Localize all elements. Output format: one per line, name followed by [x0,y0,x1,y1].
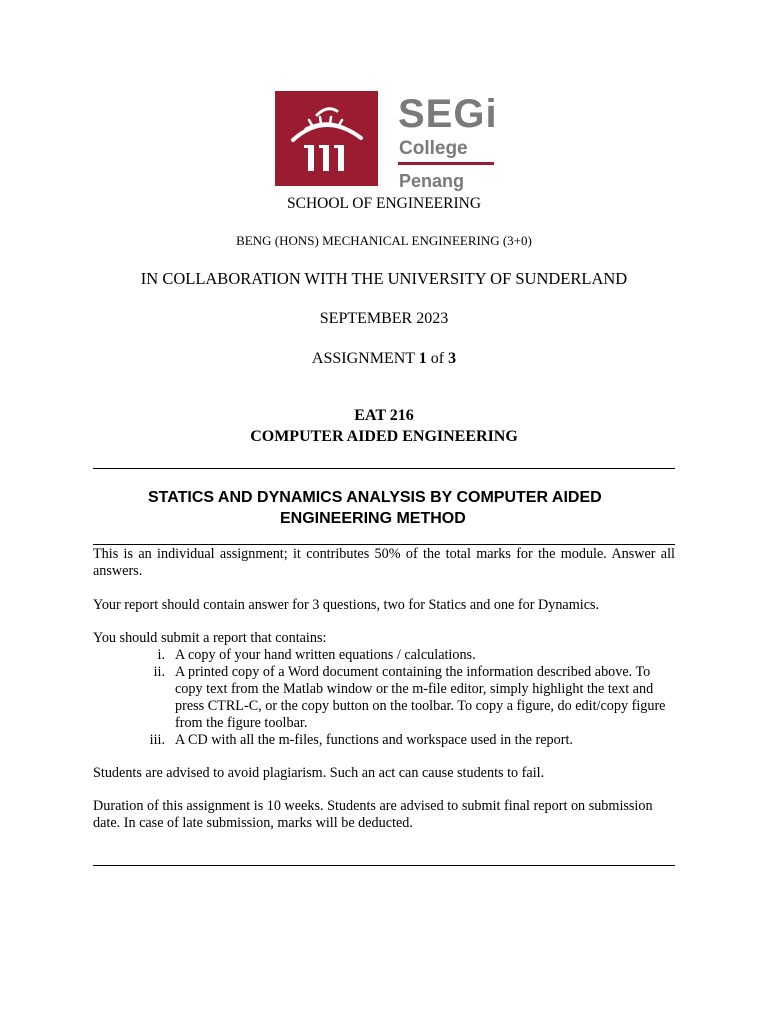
assignment-title-line2: ENGINEERING METHOD [280,510,466,527]
collaboration-line: IN COLLABORATION WITH THE UNIVERSITY OF SUNDERLAND [140,269,628,288]
title-rule [93,544,675,545]
school-name: SCHOOL OF ENGINEERING [286,195,482,212]
assignment-number [0,349,768,369]
intro-paragraph: This is an individual assignment; it contributes 50% of the total marks for the module. Answer all answers. [93,546,675,579]
assignment-total: 3 [448,350,457,367]
assignment-num: 1 [418,350,427,367]
bottom-rule [93,865,675,866]
programme-name: BENG (HONS) MECHANICAL ENGINEERING (3+0) [236,233,532,248]
list-item [138,732,678,749]
assignment-title-line1: STATICS AND DYNAMICS ANALYSIS BY COMPUTER AIDED [148,489,602,506]
list-item [138,664,678,732]
list-item [138,647,678,664]
duration-paragraph: Duration of this assignment is 10 weeks. Students are advised to submit final report on submission date. In case of late submission, marks will be deducted. [93,798,653,831]
list-item-text: A copy of your hand written equations / calculations. [175,647,476,663]
list-item-number: i. [157,647,165,663]
assignment-of: of [426,350,449,367]
plagiarism-paragraph: Students are advised to avoid plagiarism. Such an act can cause students to fail. [93,765,545,781]
building-dome-icon [275,91,378,186]
assignment-prefix: ASSIGNMENT [311,350,419,367]
list-item-text: A printed copy of a Word document containing the information described above. To copy text from the Matlab window or the m-file editor, simply highlight the text and press CTRL-C, or the copy button on the toolbar. To copy a figure, do edit/copy figure from the figure toolbar. [175,664,666,731]
session-date: SEPTEMBER 2023 [319,310,449,327]
list-item-text: A CD with all the m-files, functions and workspace used in the report. [175,732,573,748]
brand-line-college: College [399,138,468,159]
brand-divider [398,162,494,165]
course-name: COMPUTER AIDED ENGINEERING [250,428,518,445]
segi-emblem [275,91,378,186]
list-item-number: iii. [149,732,165,748]
list-item-number: ii. [153,664,165,680]
segi-wordmark [398,92,508,191]
submission-list [138,647,678,749]
brand-line-penang: Penang [399,171,465,191]
brand-name: SEGi [398,92,498,136]
submit-intro: You should submit a report that contains: [93,630,327,646]
course-code: EAT 216 [354,407,414,424]
report-paragraph: Your report should contain answer for 3 questions, two for Statics and one for Dynamics. [93,597,600,613]
top-rule [93,468,675,469]
